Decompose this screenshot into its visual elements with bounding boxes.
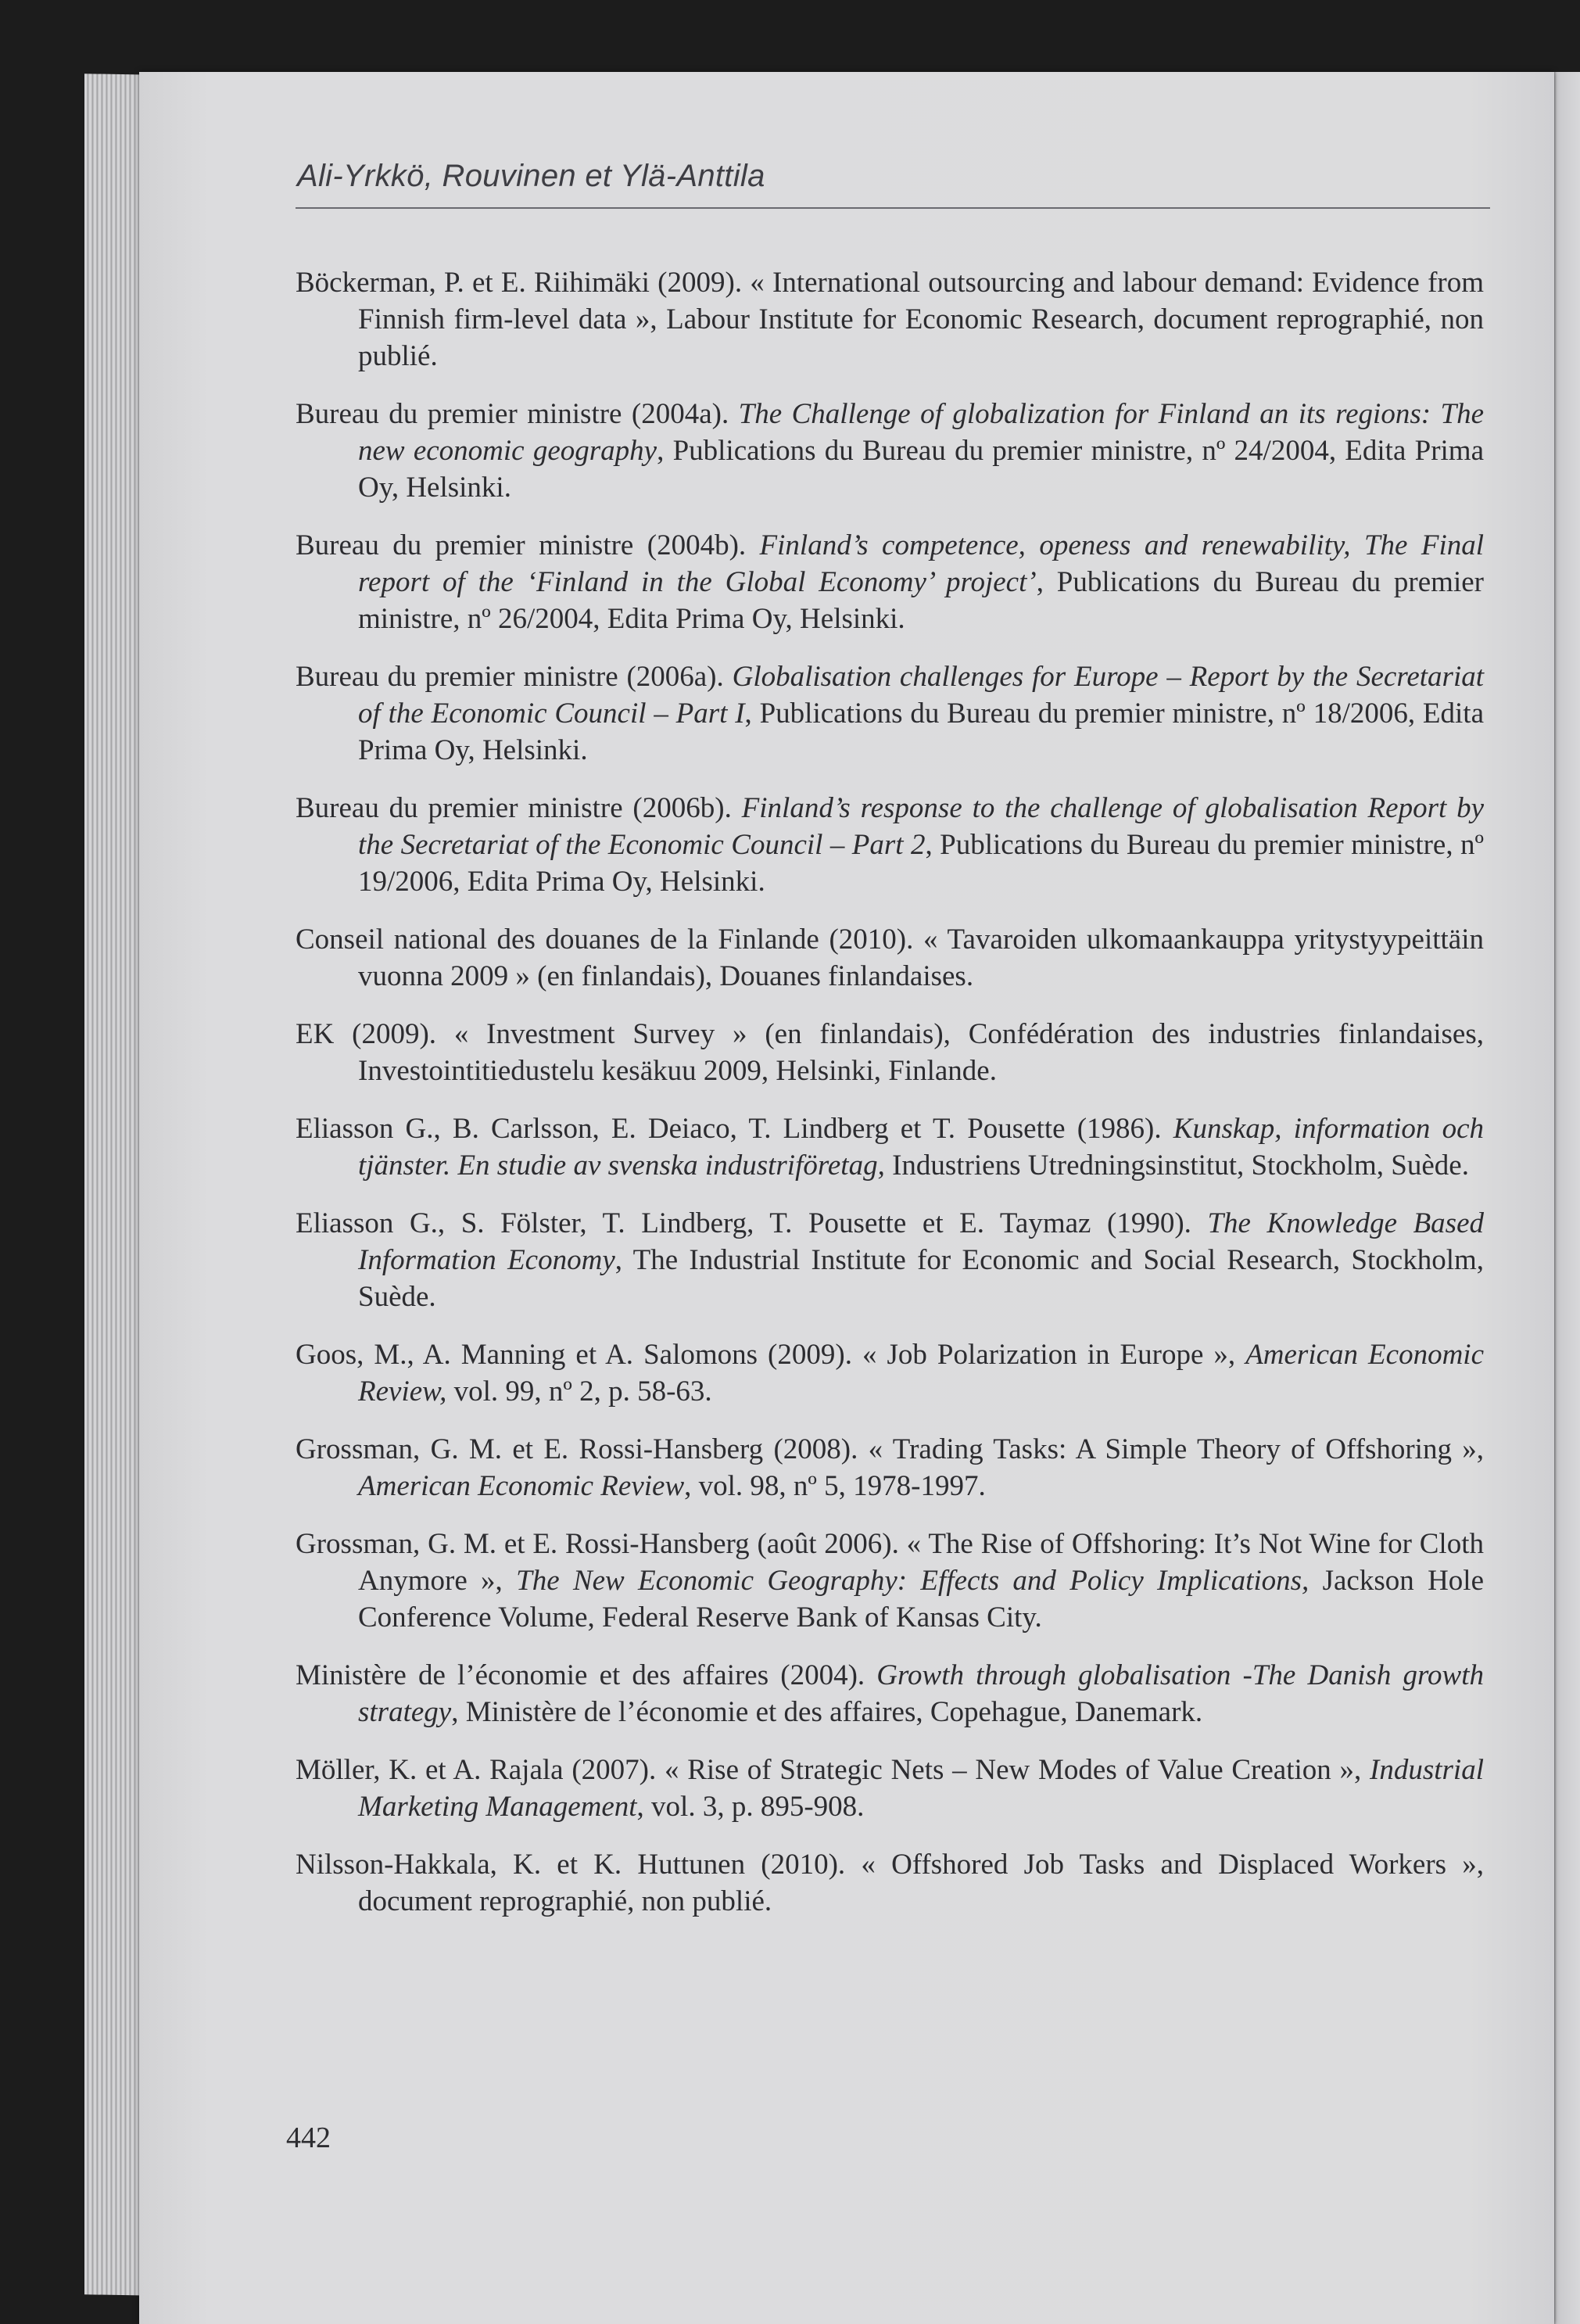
reference-entry: EK (2009). « Investment Survey » (en finlandais), Confédération des industries finlandaises, Investointitiedustelu kesäkuu 2009, Helsinki, Finlande. xyxy=(296,1018,1484,1087)
reference-entry: Grossman, G. M. et E. Rossi-Hansberg (août 2006). « The Rise of Offshoring: It’s Not Wine for Cloth Anymore », The New Economic Geography: Effects and Policy Implications, Jackson Hole Conference Volume, Federal Reserve Bank of Kansas City. xyxy=(296,1528,1484,1634)
reference-list xyxy=(296,264,1484,1941)
reference-entry: Eliasson G., S. Fölster, T. Lindberg, T. Pousette et E. Taymaz (1990). The Knowledge Based Information Economy, The Industrial Institute for Economic and Social Research, Stockholm, Suède. xyxy=(296,1207,1485,1313)
facing-page-edge xyxy=(1552,72,1580,2324)
reference-entry: Conseil national des douanes de la Finlande (2010). « Tavaroiden ulkomaankauppa yritystyypeittäin vuonna 2009 » (en finlandais), Douanes finlandaises. xyxy=(296,924,1484,992)
reference-entry: Böckerman, P. et E. Riihimäki (2009). « International outsourcing and labour demand: Evidence from Finnish firm-level data », Labour Institute for Economic Research, document reprographié, non publié. xyxy=(296,267,1484,372)
reference-entry: Bureau du premier ministre (2006a). Globalisation challenges for Europe – Report by the Secretariat of the Economic Council – Part I, Publications du Bureau du premier ministre, nº 18/2006, Edita Prima Oy, Helsinki. xyxy=(296,661,1485,766)
reference-entry: Nilsson-Hakkala, K. et K. Huttunen (2010). « Offshored Job Tasks and Displaced Workers », document reprographié, non publié. xyxy=(296,1849,1484,1917)
reference-entry: Bureau du premier ministre (2006b). Finland’s response to the challenge of globalisation Report by the Secretariat of the Economic Council – Part 2, Publications du Bureau du premier ministre, nº 19/2006, Edita Prima Oy, Helsinki. xyxy=(296,792,1485,898)
page-number: 442 xyxy=(286,2121,331,2154)
reference-entry: Möller, K. et A. Rajala (2007). « Rise of Strategic Nets – New Modes of Value Creation », Industrial Marketing Management, vol. 3, p. 895-908. xyxy=(296,1754,1484,1823)
reference-entry: Bureau du premier ministre (2004b). Finland’s competence, openess and renewability, The Final report of the ‘Finland in the Global Economy’ project’, Publications du Bureau du premier ministre, nº 26/2004, Edita Prima Oy, Helsinki. xyxy=(296,529,1485,635)
reference-entry: Bureau du premier ministre (2004a). The Challenge of globalization for Finland an its regions: The new economic geography, Publications du Bureau du premier ministre, nº 24/2004, Edita Prima Oy, Helsinki. xyxy=(296,398,1484,504)
header-rule xyxy=(296,207,1490,209)
reference-entry: Eliasson G., B. Carlsson, E. Deiaco, T. Lindberg et T. Pousette (1986). Kunskap, information och tjänster. En studie av svenska industriföretag, Industriens Utredningsinstitut, Stockholm, Suède. xyxy=(296,1113,1484,1182)
reference-entry: Ministère de l’économie et des affaires (2004). Growth through globalisation -The Danish growth strategy, Ministère de l’économie et des affaires, Copehague, Danemark. xyxy=(296,1659,1485,1728)
reference-entry: Grossman, G. M. et E. Rossi-Hansberg (2008). « Trading Tasks: A Simple Theory of Offshoring », American Economic Review, vol. 98, nº 5, 1978-1997. xyxy=(296,1433,1484,1502)
reference-entry: Goos, M., A. Manning et A. Salomons (2009). « Job Polarization in Europe », American Economic Review, vol. 99, nº 2, p. 58-63. xyxy=(296,1339,1485,1408)
running-head: Ali-Yrkkö, Rouvinen et Ylä-Anttila xyxy=(297,159,765,193)
